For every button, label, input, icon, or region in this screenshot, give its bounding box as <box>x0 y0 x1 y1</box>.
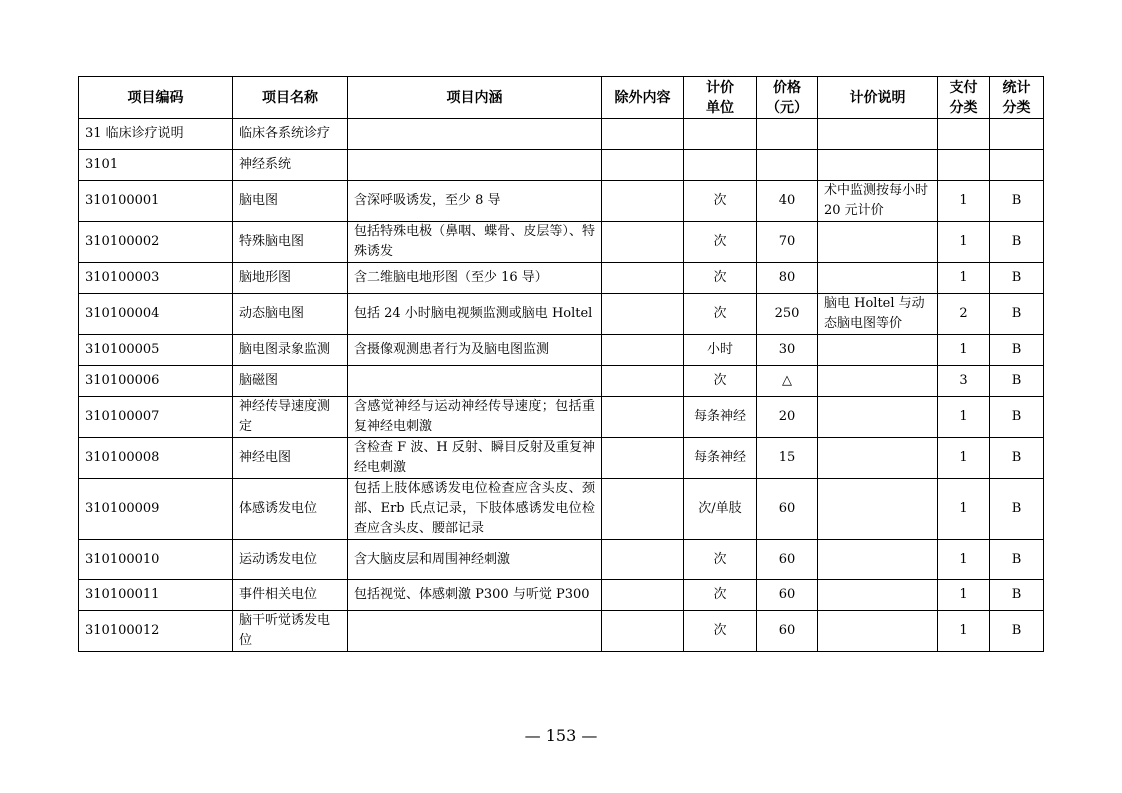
cell-excluded <box>602 366 684 397</box>
cell-content: 含感觉神经与运动神经传导速度；包括重复神经电刺激 <box>348 397 602 438</box>
cell-unit: 次 <box>684 181 757 222</box>
header-unit <box>684 77 757 119</box>
cell-code: 310100001 <box>79 181 233 222</box>
cell-name: 神经电图 <box>233 438 348 479</box>
cell-unit: 次 <box>684 611 757 652</box>
cell-stat: B <box>990 540 1044 580</box>
cell-unit: 小时 <box>684 335 757 366</box>
cell-content: 含深呼吸诱发，至少 8 导 <box>348 181 602 222</box>
cell-desc <box>818 335 938 366</box>
cell-pay: 1 <box>938 479 990 540</box>
header-stat <box>990 77 1044 119</box>
fee-table <box>78 76 1044 652</box>
cell-excluded <box>602 335 684 366</box>
page-number: — 153 — <box>524 726 598 745</box>
cell-excluded <box>602 479 684 540</box>
cell-unit: 次 <box>684 222 757 263</box>
cell-content: 含检查 F 波、H 反射、瞬目反射及重复神经电刺激 <box>348 438 602 479</box>
cell-price: △ <box>757 366 818 397</box>
cell-unit: 次 <box>684 294 757 335</box>
cell-price: 15 <box>757 438 818 479</box>
cell-name: 神经系统 <box>233 150 348 181</box>
cell-price: 60 <box>757 611 818 652</box>
table-row <box>79 397 1044 438</box>
cell-pay: 1 <box>938 335 990 366</box>
cell-desc <box>818 438 938 479</box>
cell-code: 3101 <box>79 150 233 181</box>
cell-pay <box>938 150 990 181</box>
cell-excluded <box>602 263 684 294</box>
cell-name: 脑电图录象监测 <box>233 335 348 366</box>
table-row <box>79 181 1044 222</box>
cell-code: 310100010 <box>79 540 233 580</box>
cell-desc <box>818 150 938 181</box>
cell-unit: 次 <box>684 263 757 294</box>
cell-desc <box>818 263 938 294</box>
cell-content <box>348 366 602 397</box>
cell-unit: 次/单肢 <box>684 479 757 540</box>
cell-name: 体感诱发电位 <box>233 479 348 540</box>
header-code: 项目编码 <box>79 77 233 119</box>
table-row <box>79 611 1044 652</box>
cell-price: 250 <box>757 294 818 335</box>
cell-stat: B <box>990 397 1044 438</box>
header-pay-line1: 支付 <box>949 79 978 96</box>
cell-stat: B <box>990 611 1044 652</box>
cell-content: 包括特殊电极（鼻咽、蝶骨、皮层等）、特殊诱发 <box>348 222 602 263</box>
header-name: 项目名称 <box>233 77 348 119</box>
cell-price <box>757 150 818 181</box>
cell-name: 特殊脑电图 <box>233 222 348 263</box>
table-row <box>79 150 1044 181</box>
cell-excluded <box>602 540 684 580</box>
cell-name: 运动诱发电位 <box>233 540 348 580</box>
cell-unit: 次 <box>684 580 757 611</box>
cell-desc: 脑电 Holtel 与动态脑电图等价 <box>818 294 938 335</box>
cell-unit <box>684 150 757 181</box>
table-row <box>79 540 1044 580</box>
cell-pay: 1 <box>938 438 990 479</box>
cell-excluded <box>602 294 684 335</box>
cell-desc <box>818 366 938 397</box>
cell-excluded <box>602 150 684 181</box>
cell-code: 310100008 <box>79 438 233 479</box>
cell-price: 60 <box>757 540 818 580</box>
cell-pay: 1 <box>938 611 990 652</box>
cell-code: 310100004 <box>79 294 233 335</box>
cell-name: 脑干听觉诱发电位 <box>233 611 348 652</box>
cell-desc <box>818 540 938 580</box>
cell-price: 20 <box>757 397 818 438</box>
cell-unit: 每条神经 <box>684 397 757 438</box>
cell-content: 含大脑皮层和周围神经刺激 <box>348 540 602 580</box>
cell-excluded <box>602 397 684 438</box>
cell-price: 30 <box>757 335 818 366</box>
cell-pay: 3 <box>938 366 990 397</box>
cell-stat: B <box>990 335 1044 366</box>
cell-stat: B <box>990 438 1044 479</box>
table-row <box>79 438 1044 479</box>
cell-excluded <box>602 222 684 263</box>
table-row <box>79 294 1044 335</box>
cell-code: 310100012 <box>79 611 233 652</box>
cell-unit <box>684 119 757 150</box>
header-price-line1: 价格 <box>773 79 801 96</box>
cell-price: 60 <box>757 580 818 611</box>
cell-price <box>757 119 818 150</box>
cell-name: 神经传导速度测定 <box>233 397 348 438</box>
header-excluded: 除外内容 <box>602 77 684 119</box>
cell-stat: B <box>990 366 1044 397</box>
cell-excluded <box>602 438 684 479</box>
cell-desc <box>818 397 938 438</box>
cell-pay: 1 <box>938 222 990 263</box>
cell-content <box>348 611 602 652</box>
cell-name: 脑地形图 <box>233 263 348 294</box>
cell-content: 含二维脑电地形图（至少 16 导） <box>348 263 602 294</box>
cell-stat: B <box>990 181 1044 222</box>
cell-name: 脑电图 <box>233 181 348 222</box>
cell-stat: B <box>990 222 1044 263</box>
cell-desc <box>818 580 938 611</box>
header-desc: 计价说明 <box>818 77 938 119</box>
cell-name: 事件相关电位 <box>233 580 348 611</box>
cell-excluded <box>602 611 684 652</box>
cell-content: 包括 24 小时脑电视频监测或脑电 Holtel <box>348 294 602 335</box>
cell-code: 310100007 <box>79 397 233 438</box>
cell-pay: 1 <box>938 580 990 611</box>
header-stat-line1: 统计 <box>1002 79 1031 96</box>
table-row <box>79 335 1044 366</box>
cell-excluded <box>602 181 684 222</box>
cell-name: 临床各系统诊疗 <box>233 119 348 150</box>
header-pay <box>938 77 990 119</box>
header-price <box>757 77 818 119</box>
cell-code: 31 临床诊疗说明 <box>79 119 233 150</box>
cell-stat: B <box>990 580 1044 611</box>
header-price-line2: （元） <box>766 99 808 116</box>
cell-stat: B <box>990 263 1044 294</box>
cell-pay: 1 <box>938 397 990 438</box>
table-body <box>79 119 1044 652</box>
cell-unit: 次 <box>684 540 757 580</box>
cell-pay: 2 <box>938 294 990 335</box>
header-row <box>79 77 1044 119</box>
table-row <box>79 263 1044 294</box>
cell-desc <box>818 611 938 652</box>
cell-content: 包括上肢体感诱发电位检查应含头皮、颈部、Erb 氏点记录，下肢体感诱发电位检查应含头皮、腰部记录 <box>348 479 602 540</box>
header-unit-line1: 计价 <box>706 79 734 96</box>
table-row <box>79 366 1044 397</box>
cell-excluded <box>602 119 684 150</box>
cell-stat: B <box>990 479 1044 540</box>
cell-code: 310100003 <box>79 263 233 294</box>
cell-name: 动态脑电图 <box>233 294 348 335</box>
cell-unit: 每条神经 <box>684 438 757 479</box>
cell-stat <box>990 119 1044 150</box>
cell-content <box>348 119 602 150</box>
cell-price: 60 <box>757 479 818 540</box>
cell-code: 310100009 <box>79 479 233 540</box>
cell-price: 70 <box>757 222 818 263</box>
cell-pay: 1 <box>938 181 990 222</box>
cell-desc <box>818 222 938 263</box>
cell-code: 310100006 <box>79 366 233 397</box>
cell-name: 脑磁图 <box>233 366 348 397</box>
cell-code: 310100005 <box>79 335 233 366</box>
cell-price: 40 <box>757 181 818 222</box>
cell-desc <box>818 479 938 540</box>
cell-content <box>348 150 602 181</box>
cell-pay <box>938 119 990 150</box>
cell-content: 包括视觉、体感刺激 P300 与听觉 P300 <box>348 580 602 611</box>
header-unit-line2: 单位 <box>706 99 734 116</box>
cell-stat: B <box>990 294 1044 335</box>
cell-excluded <box>602 580 684 611</box>
cell-stat <box>990 150 1044 181</box>
cell-pay: 1 <box>938 263 990 294</box>
cell-content: 含摄像观测患者行为及脑电图监测 <box>348 335 602 366</box>
header-stat-line2: 分类 <box>1002 99 1031 116</box>
cell-code: 310100002 <box>79 222 233 263</box>
cell-pay: 1 <box>938 540 990 580</box>
cell-code: 310100011 <box>79 580 233 611</box>
header-content: 项目内涵 <box>348 77 602 119</box>
table-row <box>79 580 1044 611</box>
cell-desc: 术中监测按每小时 20 元计价 <box>818 181 938 222</box>
cell-desc <box>818 119 938 150</box>
table-row <box>79 119 1044 150</box>
table-row <box>79 222 1044 263</box>
table-row <box>79 479 1044 540</box>
header-pay-line2: 分类 <box>949 99 978 116</box>
cell-unit: 次 <box>684 366 757 397</box>
cell-price: 80 <box>757 263 818 294</box>
